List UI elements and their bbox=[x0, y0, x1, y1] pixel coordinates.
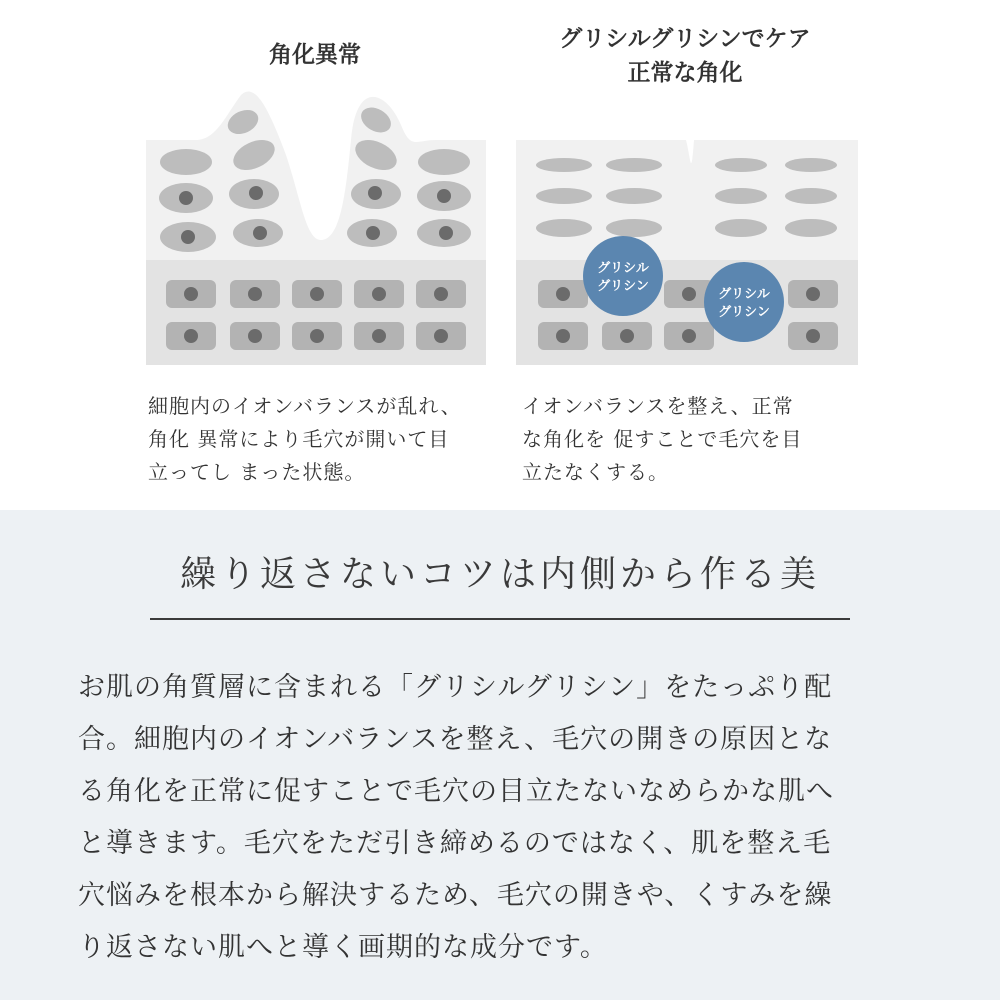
cell-nucleus bbox=[682, 287, 696, 301]
flat-cell bbox=[715, 188, 767, 204]
body-line: り返さない肌へと導く画期的な成分です。 bbox=[78, 932, 608, 963]
cell-nucleus bbox=[253, 226, 267, 240]
abnormal-keratinization-diagram bbox=[146, 80, 486, 365]
badge-label: グリシン bbox=[718, 305, 770, 320]
caption-line: な角化を 促すことで毛穴を目 bbox=[522, 427, 803, 451]
cell-nucleus bbox=[366, 226, 380, 240]
cell-nucleus bbox=[184, 329, 198, 343]
flat-cell bbox=[606, 219, 662, 237]
section-body bbox=[78, 662, 928, 974]
flat-cell bbox=[785, 219, 837, 237]
caption-line: イオンバランスを整え、正常 bbox=[522, 394, 794, 418]
normal-keratinization-diagram bbox=[516, 80, 858, 365]
flat-cell bbox=[536, 158, 592, 172]
flat-cell bbox=[785, 188, 837, 204]
cell-nucleus bbox=[556, 329, 570, 343]
badge-circle bbox=[583, 236, 663, 316]
flat-cell bbox=[606, 188, 662, 204]
cell-nucleus bbox=[434, 287, 448, 301]
badge-label: グリシン bbox=[597, 279, 649, 294]
cell-nucleus bbox=[620, 329, 634, 343]
body-line: 穴悩みを根本から解決するため、毛穴の開きや、くすみを繰 bbox=[78, 880, 833, 911]
cell-nucleus bbox=[181, 230, 195, 244]
cell-nucleus bbox=[310, 287, 324, 301]
caption-line: 立ってし まった状態。 bbox=[148, 460, 366, 484]
cell-nucleus bbox=[248, 287, 262, 301]
upper-cell bbox=[418, 149, 470, 175]
cell-nucleus bbox=[368, 186, 382, 200]
glycylglycine-badge bbox=[704, 262, 784, 342]
heading-divider bbox=[150, 618, 850, 620]
flat-cell bbox=[536, 188, 592, 204]
caption-line: 細胞内のイオンバランスが乱れ、 bbox=[148, 394, 462, 418]
cell-nucleus bbox=[248, 329, 262, 343]
cell-nucleus bbox=[439, 226, 453, 240]
section-heading: 繰り返さないコツは内側から作る美 bbox=[179, 554, 820, 595]
left-diagram-caption bbox=[148, 390, 508, 489]
caption-line: 立たなくする。 bbox=[522, 460, 669, 484]
upper-cell bbox=[160, 149, 212, 175]
cell-nucleus bbox=[437, 189, 451, 203]
cell-nucleus bbox=[310, 329, 324, 343]
cell-nucleus bbox=[434, 329, 448, 343]
left-diagram-title: 角化異常 bbox=[269, 42, 361, 68]
cell-nucleus bbox=[372, 287, 386, 301]
cell-nucleus bbox=[806, 287, 820, 301]
right-title-line: グリシルグリシンでケア bbox=[559, 26, 811, 52]
body-line: と導きます。毛穴をただ引き締めるのではなく、肌を整え毛 bbox=[78, 828, 832, 859]
flat-cell bbox=[606, 158, 662, 172]
caption-line: 角化 異常により毛穴が開いて目 bbox=[148, 427, 450, 451]
cell-nucleus bbox=[806, 329, 820, 343]
cell-nucleus bbox=[682, 329, 696, 343]
cell-nucleus bbox=[372, 329, 386, 343]
badge-label: グリシル bbox=[718, 287, 770, 302]
right-diagram-caption bbox=[522, 390, 862, 489]
flat-cell bbox=[785, 158, 837, 172]
badge-circle bbox=[704, 262, 784, 342]
right-title-line: 正常な角化 bbox=[627, 60, 743, 86]
glycylglycine-badge bbox=[583, 236, 663, 316]
cell-nucleus bbox=[556, 287, 570, 301]
body-line: る角化を正常に促すことで毛穴の目立たないなめらかな肌へ bbox=[78, 776, 834, 807]
cell-nucleus bbox=[179, 191, 193, 205]
cell-nucleus bbox=[184, 287, 198, 301]
flat-cell bbox=[536, 219, 592, 237]
cell-nucleus bbox=[249, 186, 263, 200]
badge-label: グリシル bbox=[597, 261, 649, 276]
body-line: 合。細胞内のイオンバランスを整え、毛穴の開きの原因とな bbox=[78, 724, 833, 755]
flat-cell bbox=[715, 158, 767, 172]
body-line: お肌の角質層に含まれる「グリシルグリシン」をたっぷり配 bbox=[78, 672, 833, 703]
flat-cell bbox=[715, 219, 767, 237]
